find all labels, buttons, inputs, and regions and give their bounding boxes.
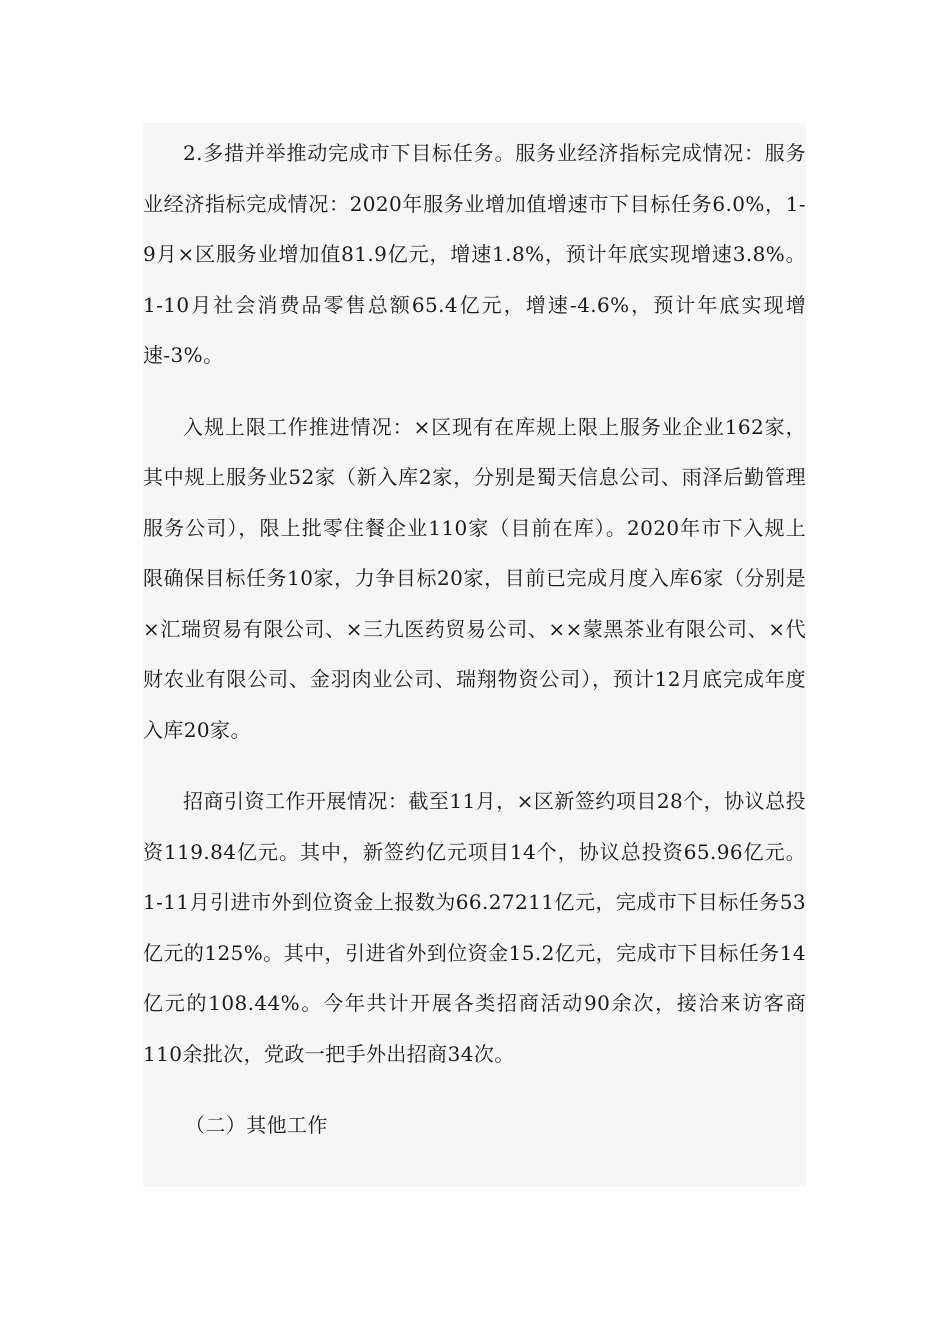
paragraph-enterprise-registration: 入规上限工作推进情况：×区现有在库规上限上服务业企业162家，其中规上服务业52家（新入库2家，分别是蜀天信息公司、雨泽后勤管理服务公司），限上批零住餐企业110家（目前在库）。2020年市下入规上限确保目标任务10家，力争目标20家，目前已完成月度入库6家（分别是×汇瑞贸易有限公司、×三九医药贸易公司、××蒙黑茶业有限公司、×代财农业有限公司、金羽肉业公司、瑞翔物资公司），预计12月底完成年度入库20家。 — [143, 414, 806, 742]
paragraph-gap — [143, 381, 806, 402]
paragraph-gap — [143, 1079, 806, 1100]
paragraph-gap — [143, 755, 806, 776]
document-body — [143, 128, 806, 1151]
paragraph-service-indicators: 2.多措并举推动完成市下目标任务。服务业经济指标完成情况：服务业经济指标完成情况：2020年服务业增加值增速市下目标任务6.0%，1-9月×区服务业增加值81.9亿元，增速1.8%，预计年底实现增速3.8%。1-10月社会消费品零售总额65.4亿元，增速-4.6%，预计年底实现增速-3%。 — [143, 141, 806, 367]
paragraph-investment-promotion: 招商引资工作开展情况：截至11月，×区新签约项目28个，协议总投资119.84亿元。其中，新签约亿元项目14个，协议总投资65.96亿元。1-11月引进市外到位资金上报数为66.27211亿元，完成市下目标任务53亿元的125%。其中，引进省外到位资金15.2亿元，完成市下目标任务14亿元的108.44%。今年共计开展各类招商活动90余次，接洽来访客商110余批次，党政一把手外出招商34次。 — [143, 789, 806, 1066]
section-heading: （二）其他工作 — [185, 1113, 328, 1137]
